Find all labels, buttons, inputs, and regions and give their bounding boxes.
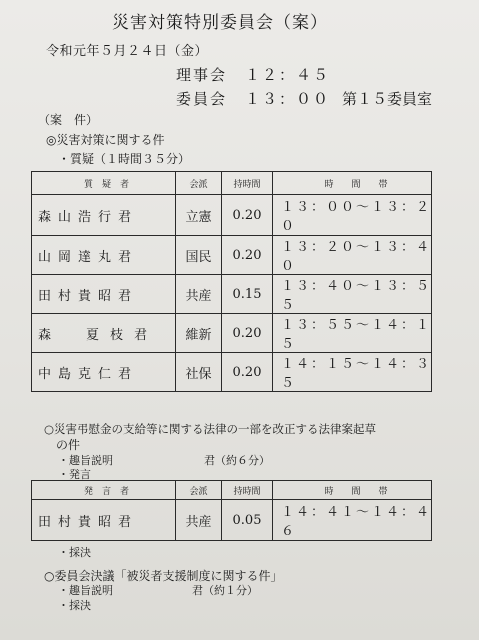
party: 立憲	[176, 195, 222, 236]
table-row	[32, 275, 432, 314]
header-timeband: 時 間 帯	[273, 481, 432, 500]
schedule-label-board: 理事会	[176, 66, 228, 84]
questioner-name: 森山浩行君	[32, 195, 176, 236]
allotted-time: 0.20	[222, 353, 273, 392]
time-band: １３：２０～１３：４０	[273, 236, 432, 275]
party: 維新	[176, 314, 222, 353]
table-row	[32, 500, 432, 541]
speaker-table	[31, 480, 432, 541]
allotted-time: 0.15	[222, 275, 273, 314]
item3-vote: ・採決	[58, 599, 91, 612]
allotted-time: 0.20	[222, 236, 273, 275]
schedule-place: 第１５委員室	[342, 90, 433, 108]
table-row	[32, 353, 432, 392]
schedule-label-committee: 委員会	[176, 90, 228, 108]
header-timeband: 時 間 帯	[273, 172, 432, 195]
time-band: １４：１５～１４：３５	[273, 353, 432, 392]
header-time: 持時間	[222, 172, 273, 195]
time-band: １３：００～１３：２０	[273, 195, 432, 236]
questioner-name: 中島克仁君	[32, 353, 176, 392]
allotted-time: 0.20	[222, 314, 273, 353]
questioner-name: 森 夏枝君	[32, 314, 176, 353]
time-band: １３：５５～１４：１５	[273, 314, 432, 353]
item2-speech-label: ・発言	[58, 468, 91, 481]
speaker-name: 田村貴昭君	[32, 500, 176, 541]
header-questioner: 質 疑 者	[32, 172, 176, 195]
questioner-name: 山岡達丸君	[32, 236, 176, 275]
item3-explain-label: ・趣旨説明	[58, 584, 113, 597]
time-band: １３：４０～１３：５５	[273, 275, 432, 314]
item2-vote: ・採決	[58, 546, 91, 559]
item2-title-line1: ○災害弔慰金の支給等に関する法律の一部を改正する法律案起草	[44, 422, 377, 436]
item3-title: ○委員会決議「被災者支援制度に関する件」	[44, 569, 283, 583]
header-party: 会派	[176, 172, 222, 195]
item2-explain-label: ・趣旨説明	[58, 454, 113, 467]
questioner-name: 田村貴昭君	[32, 275, 176, 314]
item2-title-line2: の件	[56, 438, 81, 452]
item2-explain-value: 君（約６分）	[204, 454, 270, 467]
agenda-heading: （案 件）	[38, 113, 99, 127]
header-time: 持時間	[222, 481, 273, 500]
table-row	[32, 314, 432, 353]
party: 国民	[176, 236, 222, 275]
header-party: 会派	[176, 481, 222, 500]
table-row	[32, 236, 432, 275]
party: 共産	[176, 500, 222, 541]
schedule-time-board: １２：４５	[245, 66, 331, 84]
schedule-time-committee: １３：００	[245, 90, 331, 108]
item3-explain-value: 君（約１分）	[192, 584, 258, 597]
party: 社保	[176, 353, 222, 392]
questioner-table	[31, 171, 432, 392]
item1-title: ◎災害対策に関する件	[46, 133, 165, 147]
allotted-time: 0.20	[222, 195, 273, 236]
document-title: 災害対策特別委員会（案）	[112, 13, 328, 33]
time-band: １４：４１～１４：４６	[273, 500, 432, 541]
allotted-time: 0.05	[222, 500, 273, 541]
meeting-date: 令和元年５月２４日（金）	[46, 44, 209, 59]
table-row	[32, 195, 432, 236]
party: 共産	[176, 275, 222, 314]
item1-subtitle: ・質疑（１時間３５分）	[58, 152, 191, 166]
header-speaker: 発 言 者	[32, 481, 176, 500]
